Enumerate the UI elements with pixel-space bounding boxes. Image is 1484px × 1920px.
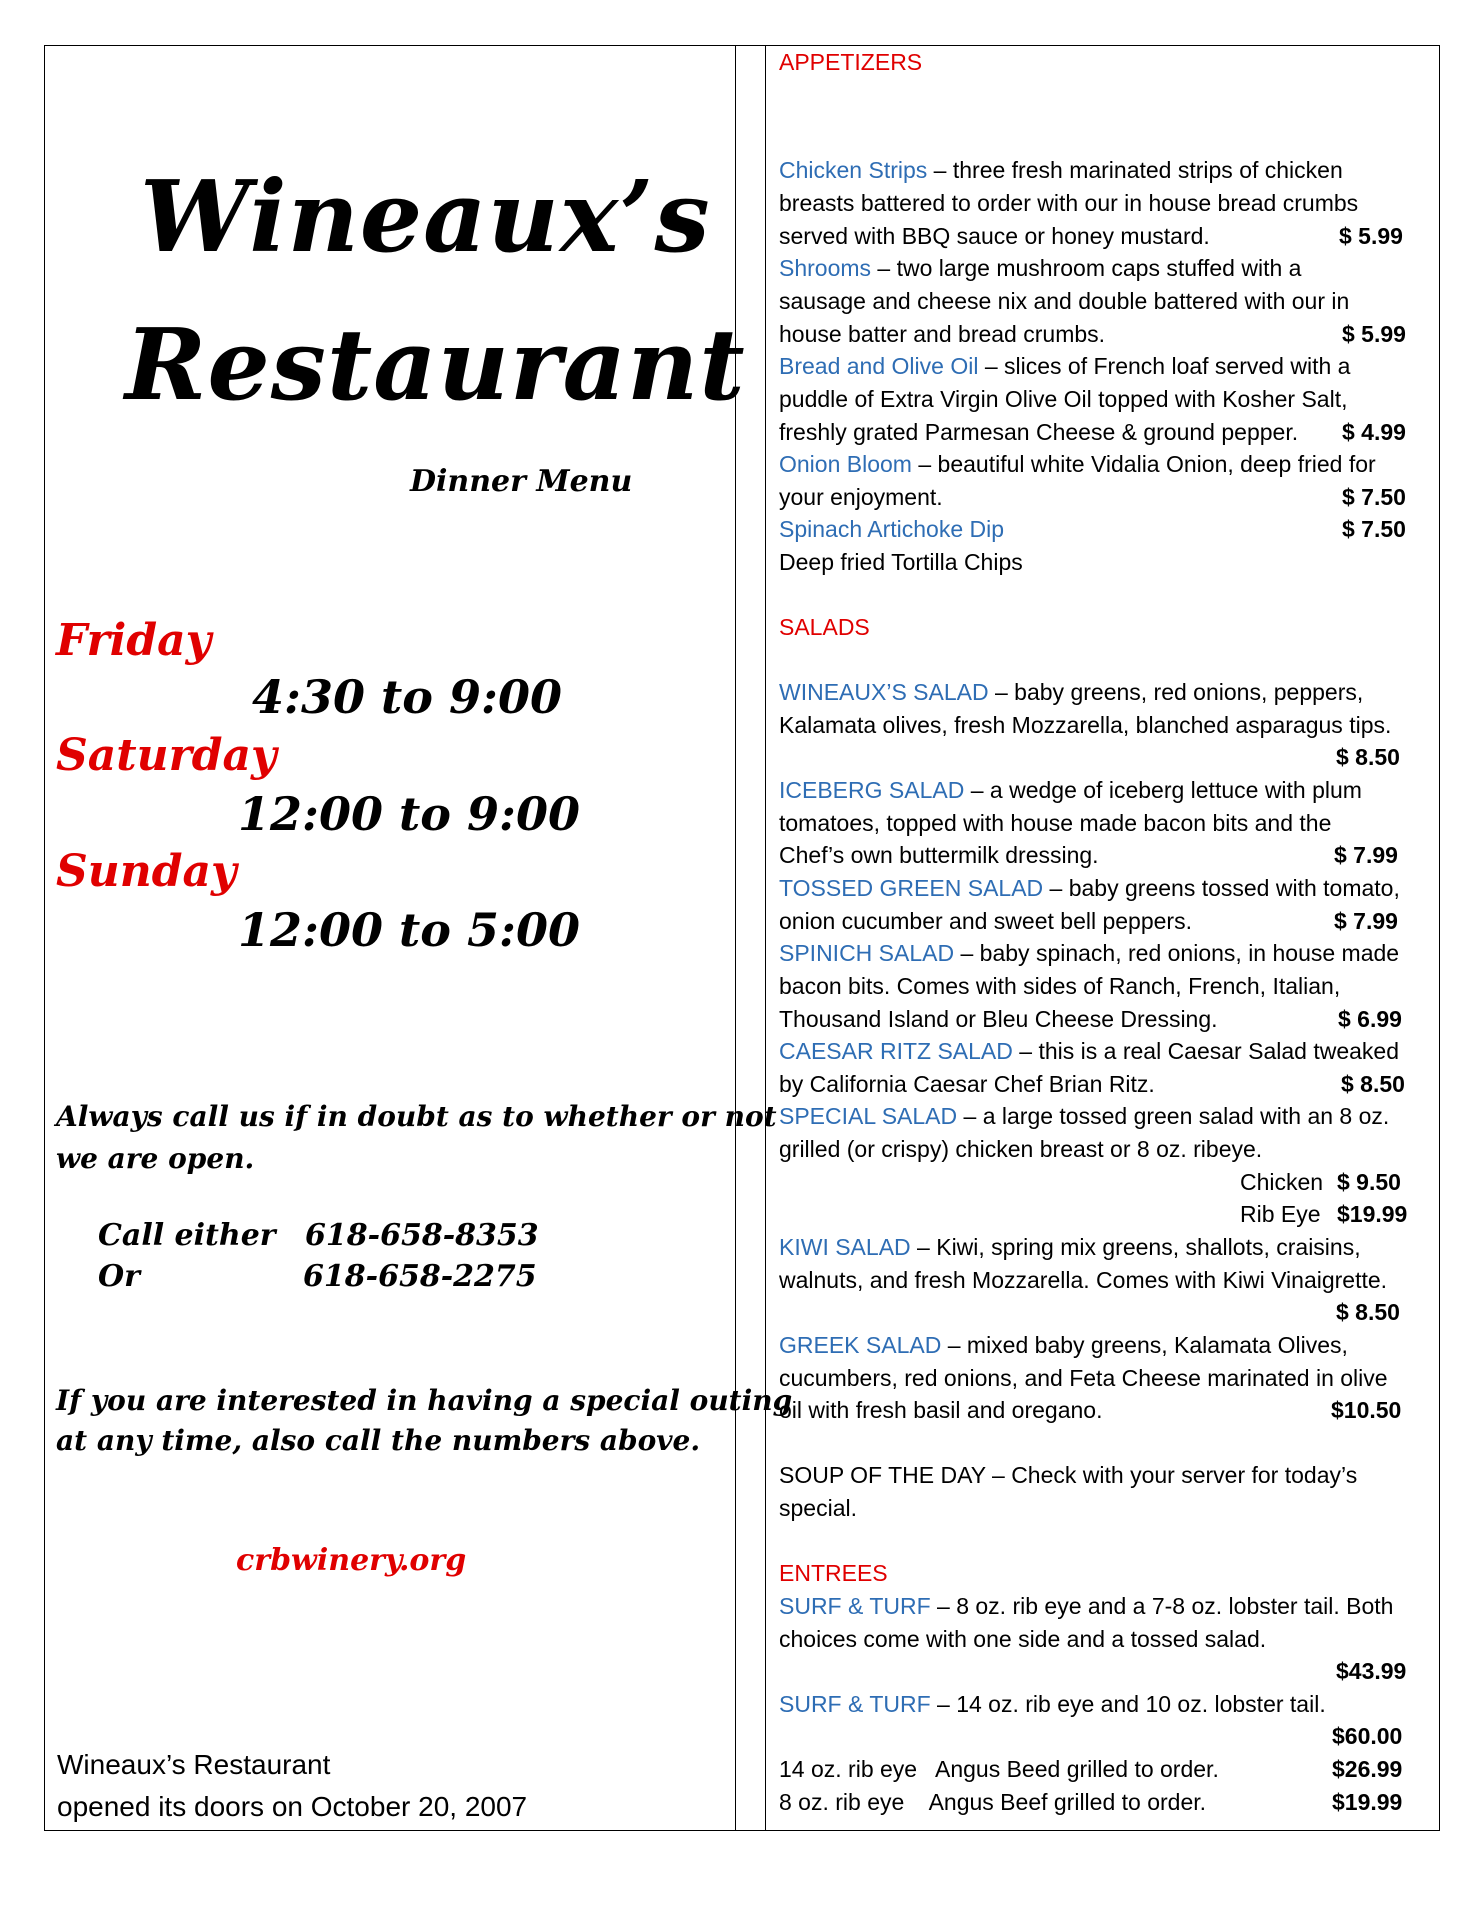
soup-of-the-day-line2: special. — [779, 1495, 857, 1521]
outing-line2: at any time, also call the numbers above. — [56, 1424, 701, 1457]
item-description: Kalamata olives, fresh Mozzarella, blanched asparagus tips. — [779, 712, 1392, 738]
menu-item-tossed-green-salad: TOSSED GREEN SALAD – baby greens tossed with tomato, — [779, 875, 1400, 901]
item-price: $10.50 — [1331, 1397, 1402, 1423]
menu-item-chicken-strips: Chicken Strips – three fresh marinated strips of chicken — [779, 157, 1343, 183]
menu-item-shrooms: Shrooms – two large mushroom caps stuffed with a — [779, 255, 1302, 281]
hours-time-friday: 4:30 to 9:00 — [252, 670, 562, 724]
item-description: bacon bits. Comes with sides of Ranch, French, Italian, — [779, 973, 1341, 999]
item-price: $ 6.99 — [1338, 1006, 1402, 1032]
item-description: puddle of Extra Virgin Olive Oil topped with Kosher Salt, — [779, 386, 1348, 412]
item-price: $ 5.99 — [1342, 321, 1406, 347]
menu-item-onion-bloom: Onion Bloom – beautiful white Vidalia Onion, deep fried for — [779, 451, 1376, 477]
item-price: $60.00 — [1332, 1723, 1403, 1749]
item-name: WINEAUX’S SALAD — [779, 679, 989, 705]
menu-item-14oz-rib-eye: 14 oz. rib eye Angus Beed grilled to order. — [779, 1756, 1219, 1782]
soup-of-the-day: SOUP OF THE DAY – Check with your server for today’s — [779, 1462, 1358, 1488]
hours-day-sunday: Sunday — [56, 846, 237, 897]
item-description: your enjoyment. — [779, 484, 943, 510]
item-price: $ 7.99 — [1334, 842, 1398, 868]
menu-item-surf-turf-1: SURF & TURF – 8 oz. rib eye and a 7-8 oz. lobster tail. Both — [779, 1593, 1394, 1619]
item-description: oil with fresh basil and oregano. — [779, 1397, 1103, 1423]
menu-item-special-salad: SPECIAL SALAD – a large tossed green salad with an 8 oz. — [779, 1103, 1390, 1129]
item-price: $26.99 — [1332, 1756, 1403, 1782]
item-description: choices come with one side and a tossed salad. — [779, 1626, 1267, 1652]
item-name: SPINICH SALAD — [779, 940, 955, 966]
menu-item-iceberg-salad: ICEBERG SALAD – a wedge of iceberg lettuce with plum — [779, 777, 1362, 803]
item-name: SPECIAL SALAD — [779, 1103, 958, 1129]
item-name: Chicken Strips — [779, 157, 928, 183]
item-option-label: Rib Eye — [1240, 1201, 1321, 1227]
website-link[interactable]: crbwinery.org — [236, 1543, 467, 1578]
notice-line2: we are open. — [56, 1142, 255, 1175]
item-price: $ 8.50 — [1336, 1299, 1400, 1325]
notice-line1: Always call us if in doubt as to whether or not — [56, 1100, 777, 1133]
item-description: Chef’s own buttermilk dressing. — [779, 842, 1099, 868]
salads-heading: SALADS — [779, 614, 870, 640]
footer-line2: opened its doors on October 20, 2007 — [57, 1791, 528, 1822]
restaurant-title-line1: Wineaux’s — [140, 160, 711, 275]
menu-item-greek-salad: GREEK SALAD – mixed baby greens, Kalamata Olives, — [779, 1332, 1348, 1358]
item-name: SURF & TURF — [779, 1691, 931, 1717]
menu-item-8oz-rib-eye: 8 oz. rib eye Angus Beef grilled to order. — [779, 1789, 1207, 1815]
phone-label-2: Or — [98, 1259, 140, 1294]
item-price: $ 4.99 — [1342, 419, 1406, 445]
item-description: house batter and bread crumbs. — [779, 321, 1106, 347]
item-name: TOSSED GREEN SALAD — [779, 875, 1044, 901]
menu-item-bread-olive-oil: Bread and Olive Oil – slices of French loaf served with a — [779, 353, 1351, 379]
item-price: $ 7.50 — [1342, 516, 1406, 542]
item-price: $ 7.50 — [1342, 484, 1406, 510]
hours-day-friday: Friday — [56, 615, 212, 666]
entrees-heading: ENTREES — [779, 1560, 888, 1586]
item-price: $ 7.99 — [1334, 908, 1398, 934]
column-divider-right — [765, 45, 766, 1831]
outing-line1: If you are interested in having a special outing — [56, 1384, 793, 1417]
item-description: onion cucumber and sweet bell peppers. — [779, 908, 1192, 934]
menu-item-kiwi-salad: KIWI SALAD – Kiwi, spring mix greens, shallots, craisins, — [779, 1234, 1361, 1260]
menu-item-surf-turf-2: SURF & TURF – 14 oz. rib eye and 10 oz. lobster tail. — [779, 1691, 1326, 1717]
menu-item-spinach-dip: Spinach Artichoke Dip — [779, 516, 1005, 542]
item-description: freshly grated Parmesan Cheese & ground pepper. — [779, 419, 1299, 445]
hours-time-sunday: 12:00 to 5:00 — [238, 903, 580, 957]
item-name: GREEK SALAD — [779, 1332, 942, 1358]
menu-item-spinich-salad: SPINICH SALAD – baby spinach, red onions, in house made — [779, 940, 1400, 966]
hours-day-saturday: Saturday — [56, 730, 277, 781]
menu-item-wineaux-salad: WINEAUX’S SALAD – baby greens, red onions, peppers, — [779, 679, 1364, 705]
item-description: tomatoes, topped with house made bacon bits and the — [779, 810, 1332, 836]
item-name: Bread and Olive Oil — [779, 353, 979, 379]
item-name: SURF & TURF — [779, 1593, 931, 1619]
item-name: Shrooms — [779, 255, 872, 281]
item-description: by California Caesar Chef Brian Ritz. — [779, 1071, 1155, 1097]
item-description: walnuts, and fresh Mozzarella. Comes with Kiwi Vinaigrette. — [779, 1267, 1388, 1293]
item-description: served with BBQ sauce or honey mustard. — [779, 223, 1210, 249]
item-name: KIWI SALAD — [779, 1234, 911, 1260]
phone-number-1[interactable]: 618-658-8353 — [305, 1218, 539, 1253]
item-price: $ 9.50 — [1337, 1169, 1401, 1195]
item-price: $43.99 — [1336, 1658, 1407, 1684]
menu-item-caesar-ritz-salad: CAESAR RITZ SALAD – this is a real Caesar Salad tweaked — [779, 1038, 1399, 1064]
footer-line1: Wineaux’s Restaurant — [57, 1749, 331, 1780]
item-name: CAESAR RITZ SALAD — [779, 1038, 1013, 1064]
item-option-label: Chicken — [1240, 1169, 1324, 1195]
restaurant-title-line2: Restaurant — [125, 308, 746, 423]
item-price: $ 8.50 — [1336, 744, 1400, 770]
item-price: $ 5.99 — [1339, 223, 1403, 249]
item-description: breasts battered to order with our in house bread crumbs — [779, 190, 1359, 216]
item-description: grilled (or crispy) chicken breast or 8 oz. ribeye. — [779, 1136, 1263, 1162]
phone-label-1: Call either — [98, 1218, 276, 1253]
hours-time-saturday: 12:00 to 9:00 — [238, 787, 580, 841]
item-name: Onion Bloom — [779, 451, 912, 477]
item-price: $19.99 — [1332, 1789, 1403, 1815]
menu-subtitle: Dinner Menu — [410, 464, 633, 499]
item-description: cucumbers, red onions, and Feta Cheese marinated in olive — [779, 1365, 1388, 1391]
item-price: $19.99 — [1337, 1201, 1408, 1227]
appetizers-heading: APPETIZERS — [779, 49, 923, 75]
item-description: sausage and cheese nix and double battered with our in — [779, 288, 1350, 314]
item-description: Thousand Island or Bleu Cheese Dressing. — [779, 1006, 1218, 1032]
item-description: Deep fried Tortilla Chips — [779, 549, 1023, 575]
item-name: ICEBERG SALAD — [779, 777, 965, 803]
phone-number-2[interactable]: 618-658-2275 — [303, 1259, 537, 1294]
item-price: $ 8.50 — [1341, 1071, 1405, 1097]
